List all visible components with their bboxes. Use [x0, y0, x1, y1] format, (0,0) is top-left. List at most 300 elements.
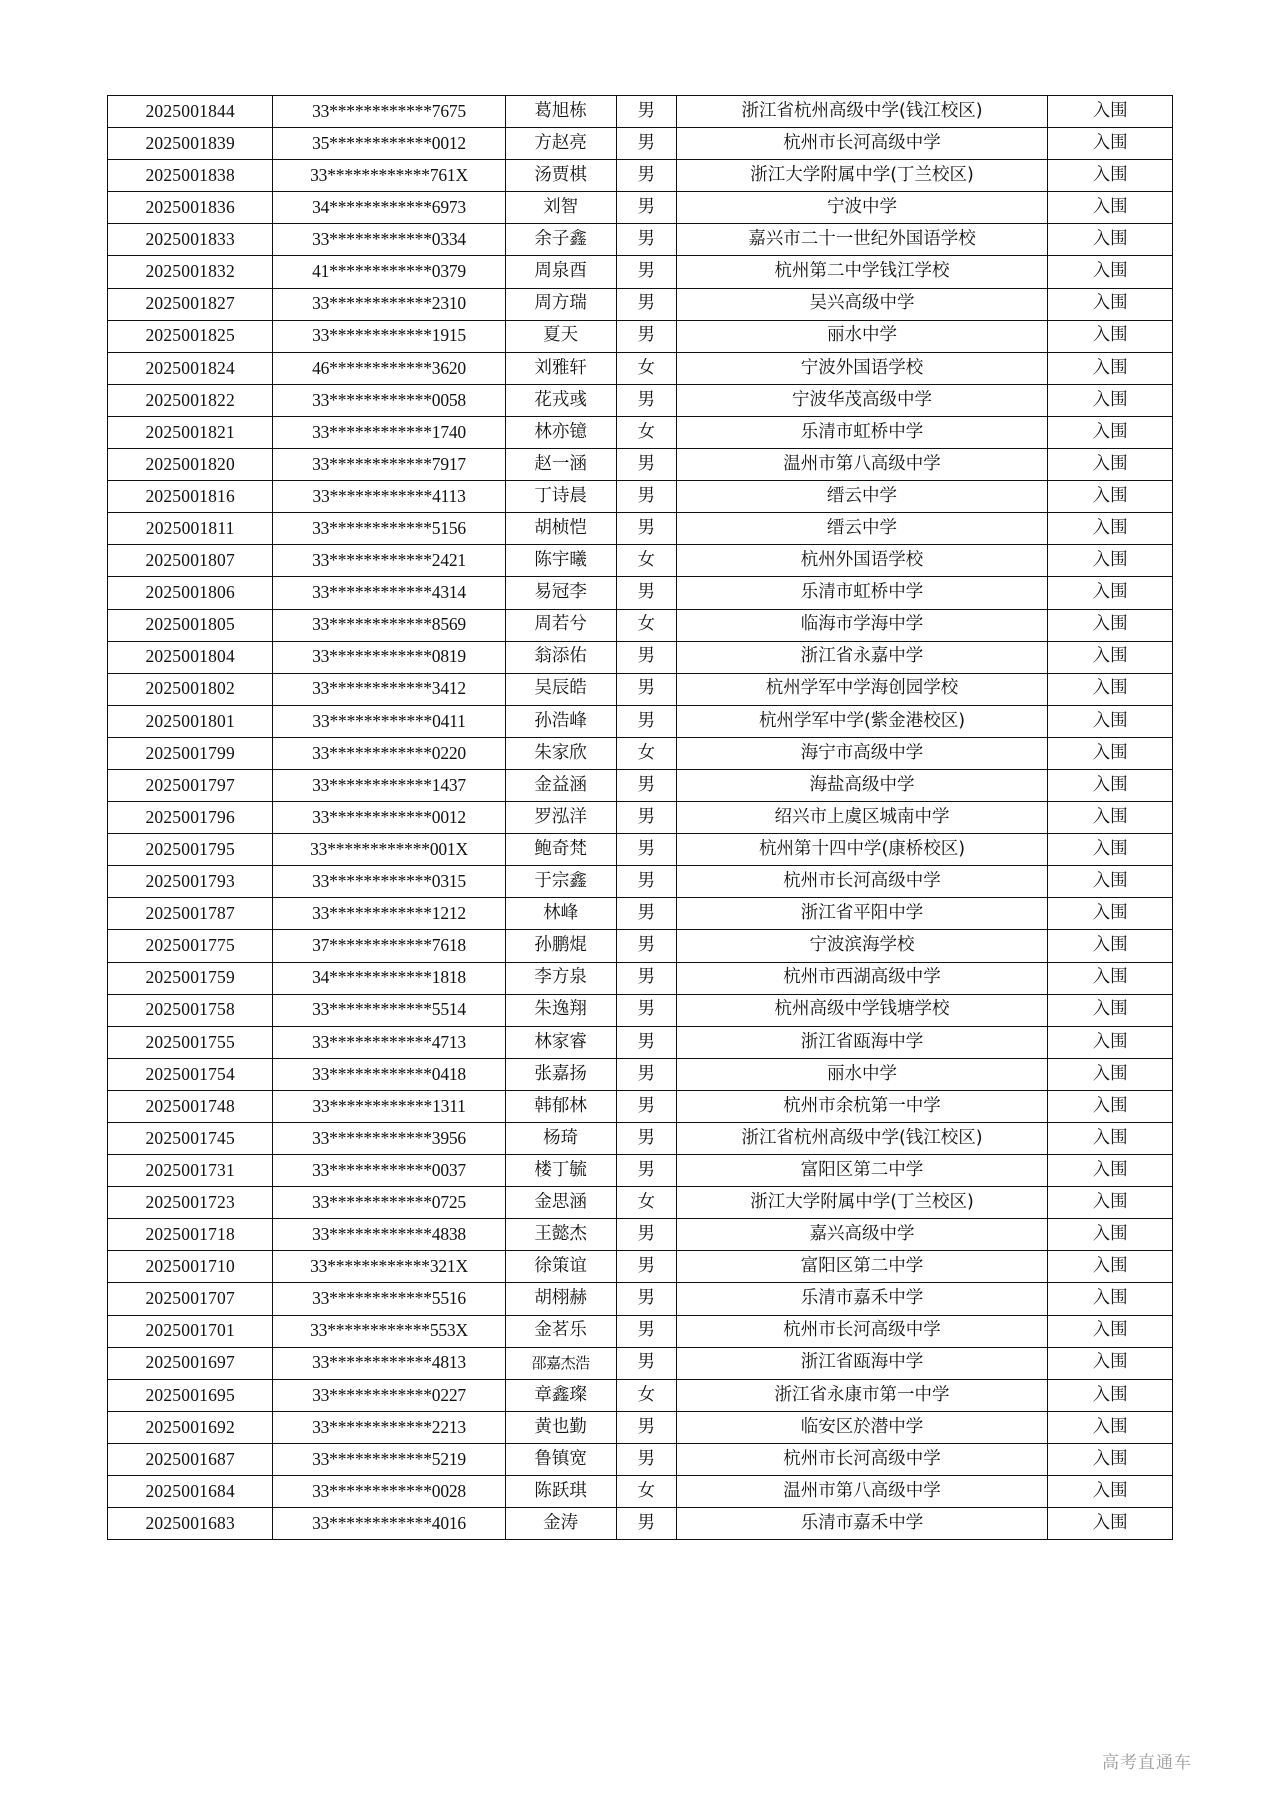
cell-gender: 女: [616, 352, 676, 384]
cell-school: 富阳区第二中学: [676, 1251, 1048, 1283]
cell-status: 入围: [1048, 384, 1173, 416]
cell-id-number: 33************0220: [273, 737, 505, 769]
cell-id-number: 33************4813: [273, 1347, 505, 1379]
cell-id-number: 33************3412: [273, 673, 505, 705]
cell-status: 入围: [1048, 898, 1173, 930]
cell-registration-number: 2025001827: [108, 288, 273, 320]
cell-school: 嘉兴市二十一世纪外国语学校: [676, 224, 1048, 256]
cell-registration-number: 2025001836: [108, 192, 273, 224]
cell-status: 入围: [1048, 1090, 1173, 1122]
cell-registration-number: 2025001745: [108, 1123, 273, 1155]
cell-registration-number: 2025001687: [108, 1443, 273, 1475]
cell-student-name: 黄也勤: [505, 1411, 616, 1443]
cell-id-number: 33************0418: [273, 1058, 505, 1090]
cell-id-number: 33************0334: [273, 224, 505, 256]
table-row: [108, 320, 1173, 352]
cell-registration-number: 2025001806: [108, 577, 273, 609]
cell-status: 入围: [1048, 962, 1173, 994]
cell-school: 杭州第十四中学(康桥校区): [676, 834, 1048, 866]
cell-registration-number: 2025001807: [108, 545, 273, 577]
cell-school: 杭州市长河高级中学: [676, 1443, 1048, 1475]
cell-gender: 男: [616, 1443, 676, 1475]
cell-id-number: 46************3620: [273, 352, 505, 384]
cell-school: 浙江省杭州高级中学(钱江校区): [676, 96, 1048, 128]
cell-id-number: 33************0227: [273, 1379, 505, 1411]
cell-school: 温州市第八高级中学: [676, 1476, 1048, 1508]
cell-student-name: 吴辰皓: [505, 673, 616, 705]
cell-school: 绍兴市上虞区城南中学: [676, 802, 1048, 834]
table-row: [108, 1219, 1173, 1251]
cell-gender: 女: [616, 737, 676, 769]
cell-registration-number: 2025001695: [108, 1379, 273, 1411]
table-row: [108, 1315, 1173, 1347]
cell-student-name: 葛旭栋: [505, 96, 616, 128]
cell-gender: 男: [616, 577, 676, 609]
table-row: [108, 641, 1173, 673]
cell-id-number: 33************0819: [273, 641, 505, 673]
cell-school: 临海市学海中学: [676, 609, 1048, 641]
cell-school: 杭州市长河高级中学: [676, 1315, 1048, 1347]
cell-id-number: 33************4838: [273, 1219, 505, 1251]
cell-student-name: 于宗鑫: [505, 866, 616, 898]
cell-gender: 男: [616, 96, 676, 128]
cell-school: 浙江省平阳中学: [676, 898, 1048, 930]
cell-status: 入围: [1048, 513, 1173, 545]
cell-gender: 男: [616, 1283, 676, 1315]
cell-status: 入围: [1048, 866, 1173, 898]
cell-status: 入围: [1048, 737, 1173, 769]
cell-id-number: 33************4713: [273, 1026, 505, 1058]
cell-registration-number: 2025001796: [108, 802, 273, 834]
cell-registration-number: 2025001754: [108, 1058, 273, 1090]
roster-table-container: [107, 95, 1173, 1540]
roster-table-body: [108, 96, 1173, 1540]
table-row: [108, 128, 1173, 160]
cell-status: 入围: [1048, 609, 1173, 641]
cell-school: 吴兴高级中学: [676, 288, 1048, 320]
cell-registration-number: 2025001775: [108, 930, 273, 962]
table-row: [108, 834, 1173, 866]
cell-gender: 女: [616, 545, 676, 577]
cell-gender: 男: [616, 1058, 676, 1090]
cell-gender: 男: [616, 930, 676, 962]
cell-registration-number: 2025001820: [108, 449, 273, 481]
table-row: [108, 930, 1173, 962]
cell-school: 富阳区第二中学: [676, 1155, 1048, 1187]
cell-gender: 男: [616, 1155, 676, 1187]
cell-registration-number: 2025001718: [108, 1219, 273, 1251]
cell-status: 入围: [1048, 288, 1173, 320]
cell-gender: 男: [616, 1219, 676, 1251]
cell-gender: 男: [616, 1315, 676, 1347]
cell-registration-number: 2025001787: [108, 898, 273, 930]
cell-status: 入围: [1048, 1315, 1173, 1347]
cell-student-name: 李方泉: [505, 962, 616, 994]
cell-student-name: 方赵亮: [505, 128, 616, 160]
cell-student-name: 金思涵: [505, 1187, 616, 1219]
cell-id-number: 33************0028: [273, 1476, 505, 1508]
cell-registration-number: 2025001707: [108, 1283, 273, 1315]
cell-registration-number: 2025001839: [108, 128, 273, 160]
table-row: [108, 705, 1173, 737]
cell-registration-number: 2025001731: [108, 1155, 273, 1187]
cell-id-number: 33************3956: [273, 1123, 505, 1155]
cell-student-name: 朱家欣: [505, 737, 616, 769]
cell-registration-number: 2025001811: [108, 513, 273, 545]
cell-student-name: 易冠李: [505, 577, 616, 609]
cell-student-name: 陈跃琪: [505, 1476, 616, 1508]
table-row: [108, 962, 1173, 994]
roster-table: [107, 95, 1173, 1540]
cell-gender: 男: [616, 1251, 676, 1283]
cell-id-number: 33************321X: [273, 1251, 505, 1283]
cell-student-name: 金涛: [505, 1508, 616, 1540]
table-row: [108, 449, 1173, 481]
cell-school: 乐清市嘉禾中学: [676, 1283, 1048, 1315]
cell-status: 入围: [1048, 577, 1173, 609]
cell-status: 入围: [1048, 1508, 1173, 1540]
cell-student-name: 徐策谊: [505, 1251, 616, 1283]
cell-student-name: 夏天: [505, 320, 616, 352]
cell-student-name: 周若兮: [505, 609, 616, 641]
table-row: [108, 866, 1173, 898]
table-row: [108, 224, 1173, 256]
table-row: [108, 96, 1173, 128]
table-row: [108, 1283, 1173, 1315]
cell-student-name: 周泉酉: [505, 256, 616, 288]
cell-registration-number: 2025001802: [108, 673, 273, 705]
cell-gender: 男: [616, 449, 676, 481]
cell-gender: 男: [616, 705, 676, 737]
cell-student-name: 章鑫璨: [505, 1379, 616, 1411]
cell-registration-number: 2025001816: [108, 481, 273, 513]
cell-school: 海宁市高级中学: [676, 737, 1048, 769]
cell-id-number: 33************8569: [273, 609, 505, 641]
cell-id-number: 34************1818: [273, 962, 505, 994]
cell-status: 入围: [1048, 1123, 1173, 1155]
table-row: [108, 1187, 1173, 1219]
cell-gender: 男: [616, 320, 676, 352]
watermark: 高考直通车: [1102, 1753, 1192, 1773]
cell-gender: 男: [616, 641, 676, 673]
cell-school: 温州市第八高级中学: [676, 449, 1048, 481]
cell-status: 入围: [1048, 352, 1173, 384]
cell-gender: 女: [616, 416, 676, 448]
cell-id-number: 33************5156: [273, 513, 505, 545]
table-row: [108, 609, 1173, 641]
cell-status: 入围: [1048, 1411, 1173, 1443]
cell-school: 杭州学军中学(紫金港校区): [676, 705, 1048, 737]
table-row: [108, 1155, 1173, 1187]
cell-student-name: 翁添佑: [505, 641, 616, 673]
cell-school: 缙云中学: [676, 481, 1048, 513]
cell-gender: 男: [616, 673, 676, 705]
cell-gender: 男: [616, 1123, 676, 1155]
cell-id-number: 33************0411: [273, 705, 505, 737]
cell-gender: 男: [616, 288, 676, 320]
table-row: [108, 256, 1173, 288]
cell-status: 入围: [1048, 930, 1173, 962]
cell-student-name: 邵嘉杰浩: [505, 1347, 616, 1379]
table-row: [108, 737, 1173, 769]
cell-id-number: 33************1740: [273, 416, 505, 448]
table-row: [108, 1508, 1173, 1540]
cell-student-name: 胡桢恺: [505, 513, 616, 545]
cell-id-number: 33************4113: [273, 481, 505, 513]
cell-gender: 男: [616, 898, 676, 930]
cell-gender: 男: [616, 192, 676, 224]
cell-status: 入围: [1048, 705, 1173, 737]
cell-registration-number: 2025001832: [108, 256, 273, 288]
cell-student-name: 余子鑫: [505, 224, 616, 256]
cell-school: 浙江省永嘉中学: [676, 641, 1048, 673]
cell-id-number: 33************1437: [273, 769, 505, 801]
table-row: [108, 1476, 1173, 1508]
table-row: [108, 1379, 1173, 1411]
cell-gender: 男: [616, 224, 676, 256]
cell-status: 入围: [1048, 1187, 1173, 1219]
cell-school: 海盐高级中学: [676, 769, 1048, 801]
cell-school: 杭州外国语学校: [676, 545, 1048, 577]
cell-id-number: 33************553X: [273, 1315, 505, 1347]
cell-registration-number: 2025001825: [108, 320, 273, 352]
cell-gender: 男: [616, 1508, 676, 1540]
cell-school: 浙江省永康市第一中学: [676, 1379, 1048, 1411]
cell-registration-number: 2025001801: [108, 705, 273, 737]
table-row: [108, 384, 1173, 416]
cell-id-number: 37************7618: [273, 930, 505, 962]
cell-student-name: 金益涵: [505, 769, 616, 801]
cell-registration-number: 2025001799: [108, 737, 273, 769]
cell-status: 入围: [1048, 160, 1173, 192]
cell-student-name: 丁诗晨: [505, 481, 616, 513]
cell-school: 宁波华茂高级中学: [676, 384, 1048, 416]
cell-id-number: 34************6973: [273, 192, 505, 224]
cell-status: 入围: [1048, 1476, 1173, 1508]
table-row: [108, 1090, 1173, 1122]
table-row: [108, 352, 1173, 384]
cell-student-name: 鲁镇宽: [505, 1443, 616, 1475]
cell-id-number: 33************0058: [273, 384, 505, 416]
cell-student-name: 陈宇曦: [505, 545, 616, 577]
cell-student-name: 孙浩峰: [505, 705, 616, 737]
cell-registration-number: 2025001822: [108, 384, 273, 416]
cell-registration-number: 2025001755: [108, 1026, 273, 1058]
cell-id-number: 33************0012: [273, 802, 505, 834]
cell-id-number: 33************0037: [273, 1155, 505, 1187]
table-row: [108, 577, 1173, 609]
cell-id-number: 33************1212: [273, 898, 505, 930]
cell-school: 乐清市虹桥中学: [676, 416, 1048, 448]
cell-student-name: 汤贾棋: [505, 160, 616, 192]
cell-id-number: 33************2421: [273, 545, 505, 577]
table-row: [108, 288, 1173, 320]
cell-student-name: 胡栩赫: [505, 1283, 616, 1315]
cell-registration-number: 2025001833: [108, 224, 273, 256]
cell-gender: 男: [616, 962, 676, 994]
cell-status: 入围: [1048, 641, 1173, 673]
cell-status: 入围: [1048, 769, 1173, 801]
cell-id-number: 33************5516: [273, 1283, 505, 1315]
cell-id-number: 33************4314: [273, 577, 505, 609]
cell-school: 丽水中学: [676, 1058, 1048, 1090]
cell-student-name: 林峰: [505, 898, 616, 930]
cell-student-name: 楼丁毓: [505, 1155, 616, 1187]
cell-school: 杭州第二中学钱江学校: [676, 256, 1048, 288]
cell-student-name: 朱逸翔: [505, 994, 616, 1026]
cell-status: 入围: [1048, 416, 1173, 448]
cell-gender: 男: [616, 802, 676, 834]
cell-status: 入围: [1048, 1026, 1173, 1058]
cell-id-number: 33************7917: [273, 449, 505, 481]
table-row: [108, 769, 1173, 801]
cell-gender: 男: [616, 1090, 676, 1122]
cell-registration-number: 2025001683: [108, 1508, 273, 1540]
cell-gender: 女: [616, 1476, 676, 1508]
cell-school: 浙江省瓯海中学: [676, 1026, 1048, 1058]
cell-student-name: 韩郁林: [505, 1090, 616, 1122]
cell-status: 入围: [1048, 481, 1173, 513]
cell-gender: 男: [616, 1411, 676, 1443]
cell-id-number: 33************2310: [273, 288, 505, 320]
cell-status: 入围: [1048, 128, 1173, 160]
cell-gender: 男: [616, 1347, 676, 1379]
cell-status: 入围: [1048, 994, 1173, 1026]
cell-gender: 男: [616, 256, 676, 288]
cell-registration-number: 2025001805: [108, 609, 273, 641]
cell-student-name: 花戎彧: [505, 384, 616, 416]
cell-school: 缙云中学: [676, 513, 1048, 545]
cell-id-number: 35************0012: [273, 128, 505, 160]
cell-gender: 男: [616, 834, 676, 866]
cell-student-name: 刘雅轩: [505, 352, 616, 384]
cell-gender: 男: [616, 481, 676, 513]
cell-gender: 男: [616, 994, 676, 1026]
cell-gender: 男: [616, 384, 676, 416]
cell-registration-number: 2025001684: [108, 1476, 273, 1508]
cell-student-name: 王懿杰: [505, 1219, 616, 1251]
cell-id-number: 33************1915: [273, 320, 505, 352]
table-row: [108, 1411, 1173, 1443]
cell-student-name: 孙鹏焜: [505, 930, 616, 962]
cell-id-number: 33************0315: [273, 866, 505, 898]
cell-school: 杭州市长河高级中学: [676, 128, 1048, 160]
cell-id-number: 33************2213: [273, 1411, 505, 1443]
cell-student-name: 金茗乐: [505, 1315, 616, 1347]
cell-registration-number: 2025001821: [108, 416, 273, 448]
cell-status: 入围: [1048, 1219, 1173, 1251]
cell-school: 宁波滨海学校: [676, 930, 1048, 962]
cell-gender: 男: [616, 160, 676, 192]
cell-id-number: 33************0725: [273, 1187, 505, 1219]
cell-status: 入围: [1048, 192, 1173, 224]
cell-student-name: 刘智: [505, 192, 616, 224]
cell-status: 入围: [1048, 1155, 1173, 1187]
cell-status: 入围: [1048, 449, 1173, 481]
table-row: [108, 160, 1173, 192]
cell-registration-number: 2025001795: [108, 834, 273, 866]
cell-student-name: 罗泓洋: [505, 802, 616, 834]
cell-gender: 女: [616, 609, 676, 641]
table-row: [108, 1026, 1173, 1058]
cell-status: 入围: [1048, 1443, 1173, 1475]
cell-student-name: 鲍奇梵: [505, 834, 616, 866]
cell-status: 入围: [1048, 1283, 1173, 1315]
cell-registration-number: 2025001844: [108, 96, 273, 128]
cell-school: 杭州市余杭第一中学: [676, 1090, 1048, 1122]
table-row: [108, 416, 1173, 448]
cell-school: 杭州市西湖高级中学: [676, 962, 1048, 994]
cell-student-name: 周方瑞: [505, 288, 616, 320]
cell-registration-number: 2025001723: [108, 1187, 273, 1219]
cell-status: 入围: [1048, 1347, 1173, 1379]
table-row: [108, 192, 1173, 224]
cell-status: 入围: [1048, 256, 1173, 288]
cell-id-number: 33************5219: [273, 1443, 505, 1475]
cell-status: 入围: [1048, 320, 1173, 352]
cell-registration-number: 2025001759: [108, 962, 273, 994]
cell-id-number: 33************001X: [273, 834, 505, 866]
cell-id-number: 33************4016: [273, 1508, 505, 1540]
table-row: [108, 1058, 1173, 1090]
cell-student-name: 张嘉扬: [505, 1058, 616, 1090]
table-row: [108, 1443, 1173, 1475]
cell-registration-number: 2025001804: [108, 641, 273, 673]
cell-registration-number: 2025001838: [108, 160, 273, 192]
cell-school: 杭州市长河高级中学: [676, 866, 1048, 898]
cell-id-number: 33************7675: [273, 96, 505, 128]
cell-gender: 女: [616, 1187, 676, 1219]
cell-gender: 男: [616, 1026, 676, 1058]
cell-id-number: 41************0379: [273, 256, 505, 288]
cell-school: 临安区於潜中学: [676, 1411, 1048, 1443]
table-row: [108, 673, 1173, 705]
cell-id-number: 33************5514: [273, 994, 505, 1026]
table-row: [108, 898, 1173, 930]
cell-registration-number: 2025001758: [108, 994, 273, 1026]
cell-school: 浙江大学附属中学(丁兰校区): [676, 1187, 1048, 1219]
cell-registration-number: 2025001697: [108, 1347, 273, 1379]
table-row: [108, 513, 1173, 545]
cell-student-name: 林亦镱: [505, 416, 616, 448]
cell-registration-number: 2025001824: [108, 352, 273, 384]
cell-school: 杭州学军中学海创园学校: [676, 673, 1048, 705]
cell-gender: 男: [616, 866, 676, 898]
cell-status: 入围: [1048, 224, 1173, 256]
cell-student-name: 杨琦: [505, 1123, 616, 1155]
cell-registration-number: 2025001748: [108, 1090, 273, 1122]
cell-school: 杭州高级中学钱塘学校: [676, 994, 1048, 1026]
cell-school: 浙江省瓯海中学: [676, 1347, 1048, 1379]
cell-gender: 女: [616, 1379, 676, 1411]
table-row: [108, 1347, 1173, 1379]
cell-status: 入围: [1048, 802, 1173, 834]
cell-gender: 男: [616, 769, 676, 801]
cell-status: 入围: [1048, 834, 1173, 866]
cell-status: 入围: [1048, 673, 1173, 705]
cell-status: 入围: [1048, 545, 1173, 577]
table-row: [108, 481, 1173, 513]
cell-registration-number: 2025001701: [108, 1315, 273, 1347]
cell-registration-number: 2025001692: [108, 1411, 273, 1443]
cell-school: 浙江省杭州高级中学(钱江校区): [676, 1123, 1048, 1155]
cell-status: 入围: [1048, 1251, 1173, 1283]
cell-status: 入围: [1048, 96, 1173, 128]
cell-student-name: 林家睿: [505, 1026, 616, 1058]
cell-school: 嘉兴高级中学: [676, 1219, 1048, 1251]
cell-registration-number: 2025001797: [108, 769, 273, 801]
cell-school: 乐清市虹桥中学: [676, 577, 1048, 609]
